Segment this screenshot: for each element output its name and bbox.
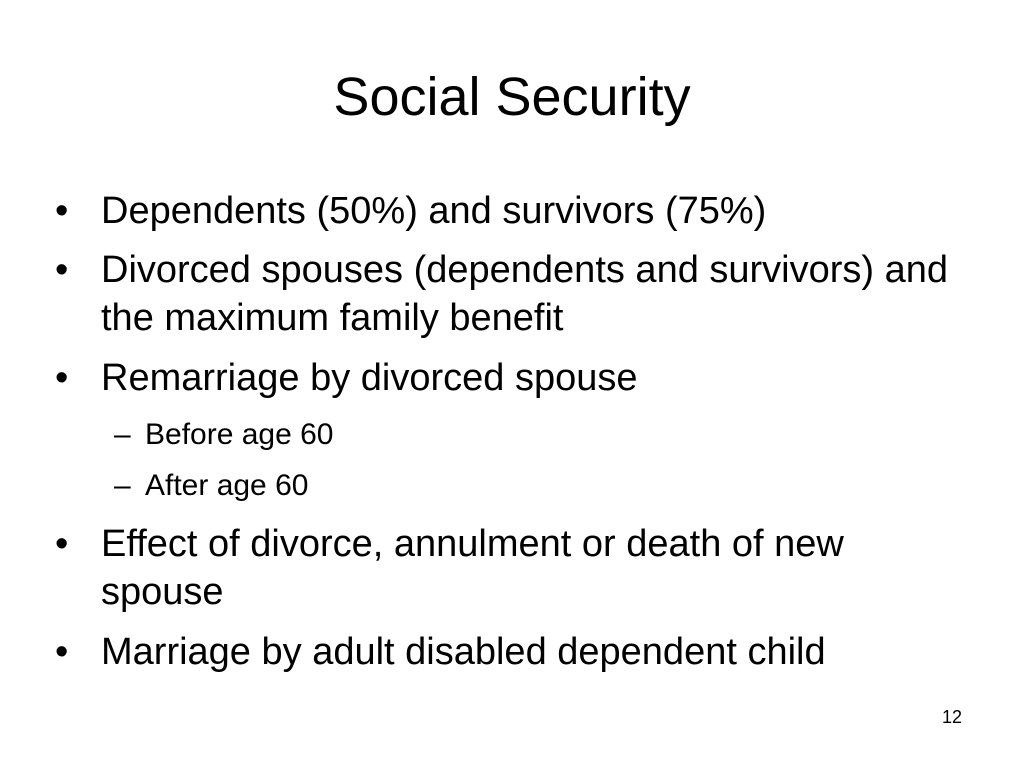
bullet-marker: •: [55, 190, 69, 232]
sub-list-item: [114, 466, 945, 506]
sub-bullet-marker: –: [114, 469, 131, 502]
sub-bullet-marker: –: [114, 418, 131, 451]
list-item-text: Effect of divorce, annulment or death of new spouse: [101, 523, 844, 613]
sub-list-item-text: Before age 60: [145, 418, 334, 451]
slide-title: Social Security: [333, 67, 691, 127]
page-number: 12: [941, 707, 962, 727]
list-item: [55, 354, 981, 402]
list-item: [55, 246, 971, 342]
bullet-marker: •: [55, 357, 69, 399]
sub-list-item-text: After age 60: [145, 469, 309, 502]
list-item-text: Divorced spouses (dependents and survivors) and the maximum family benefit: [101, 249, 949, 339]
list-item-text: Marriage by adult disabled dependent child: [101, 631, 826, 673]
bullet-marker: •: [55, 249, 69, 291]
list-item: [55, 520, 931, 616]
list-item-text: Dependents (50%) and survivors (75%): [101, 190, 767, 232]
bullet-marker: •: [55, 523, 69, 565]
list-item-text: Remarriage by divorced spouse: [101, 357, 638, 399]
list-item: [55, 187, 981, 235]
sub-list-item: [114, 415, 945, 455]
bullet-marker: •: [55, 631, 69, 673]
list-item: [55, 628, 901, 676]
